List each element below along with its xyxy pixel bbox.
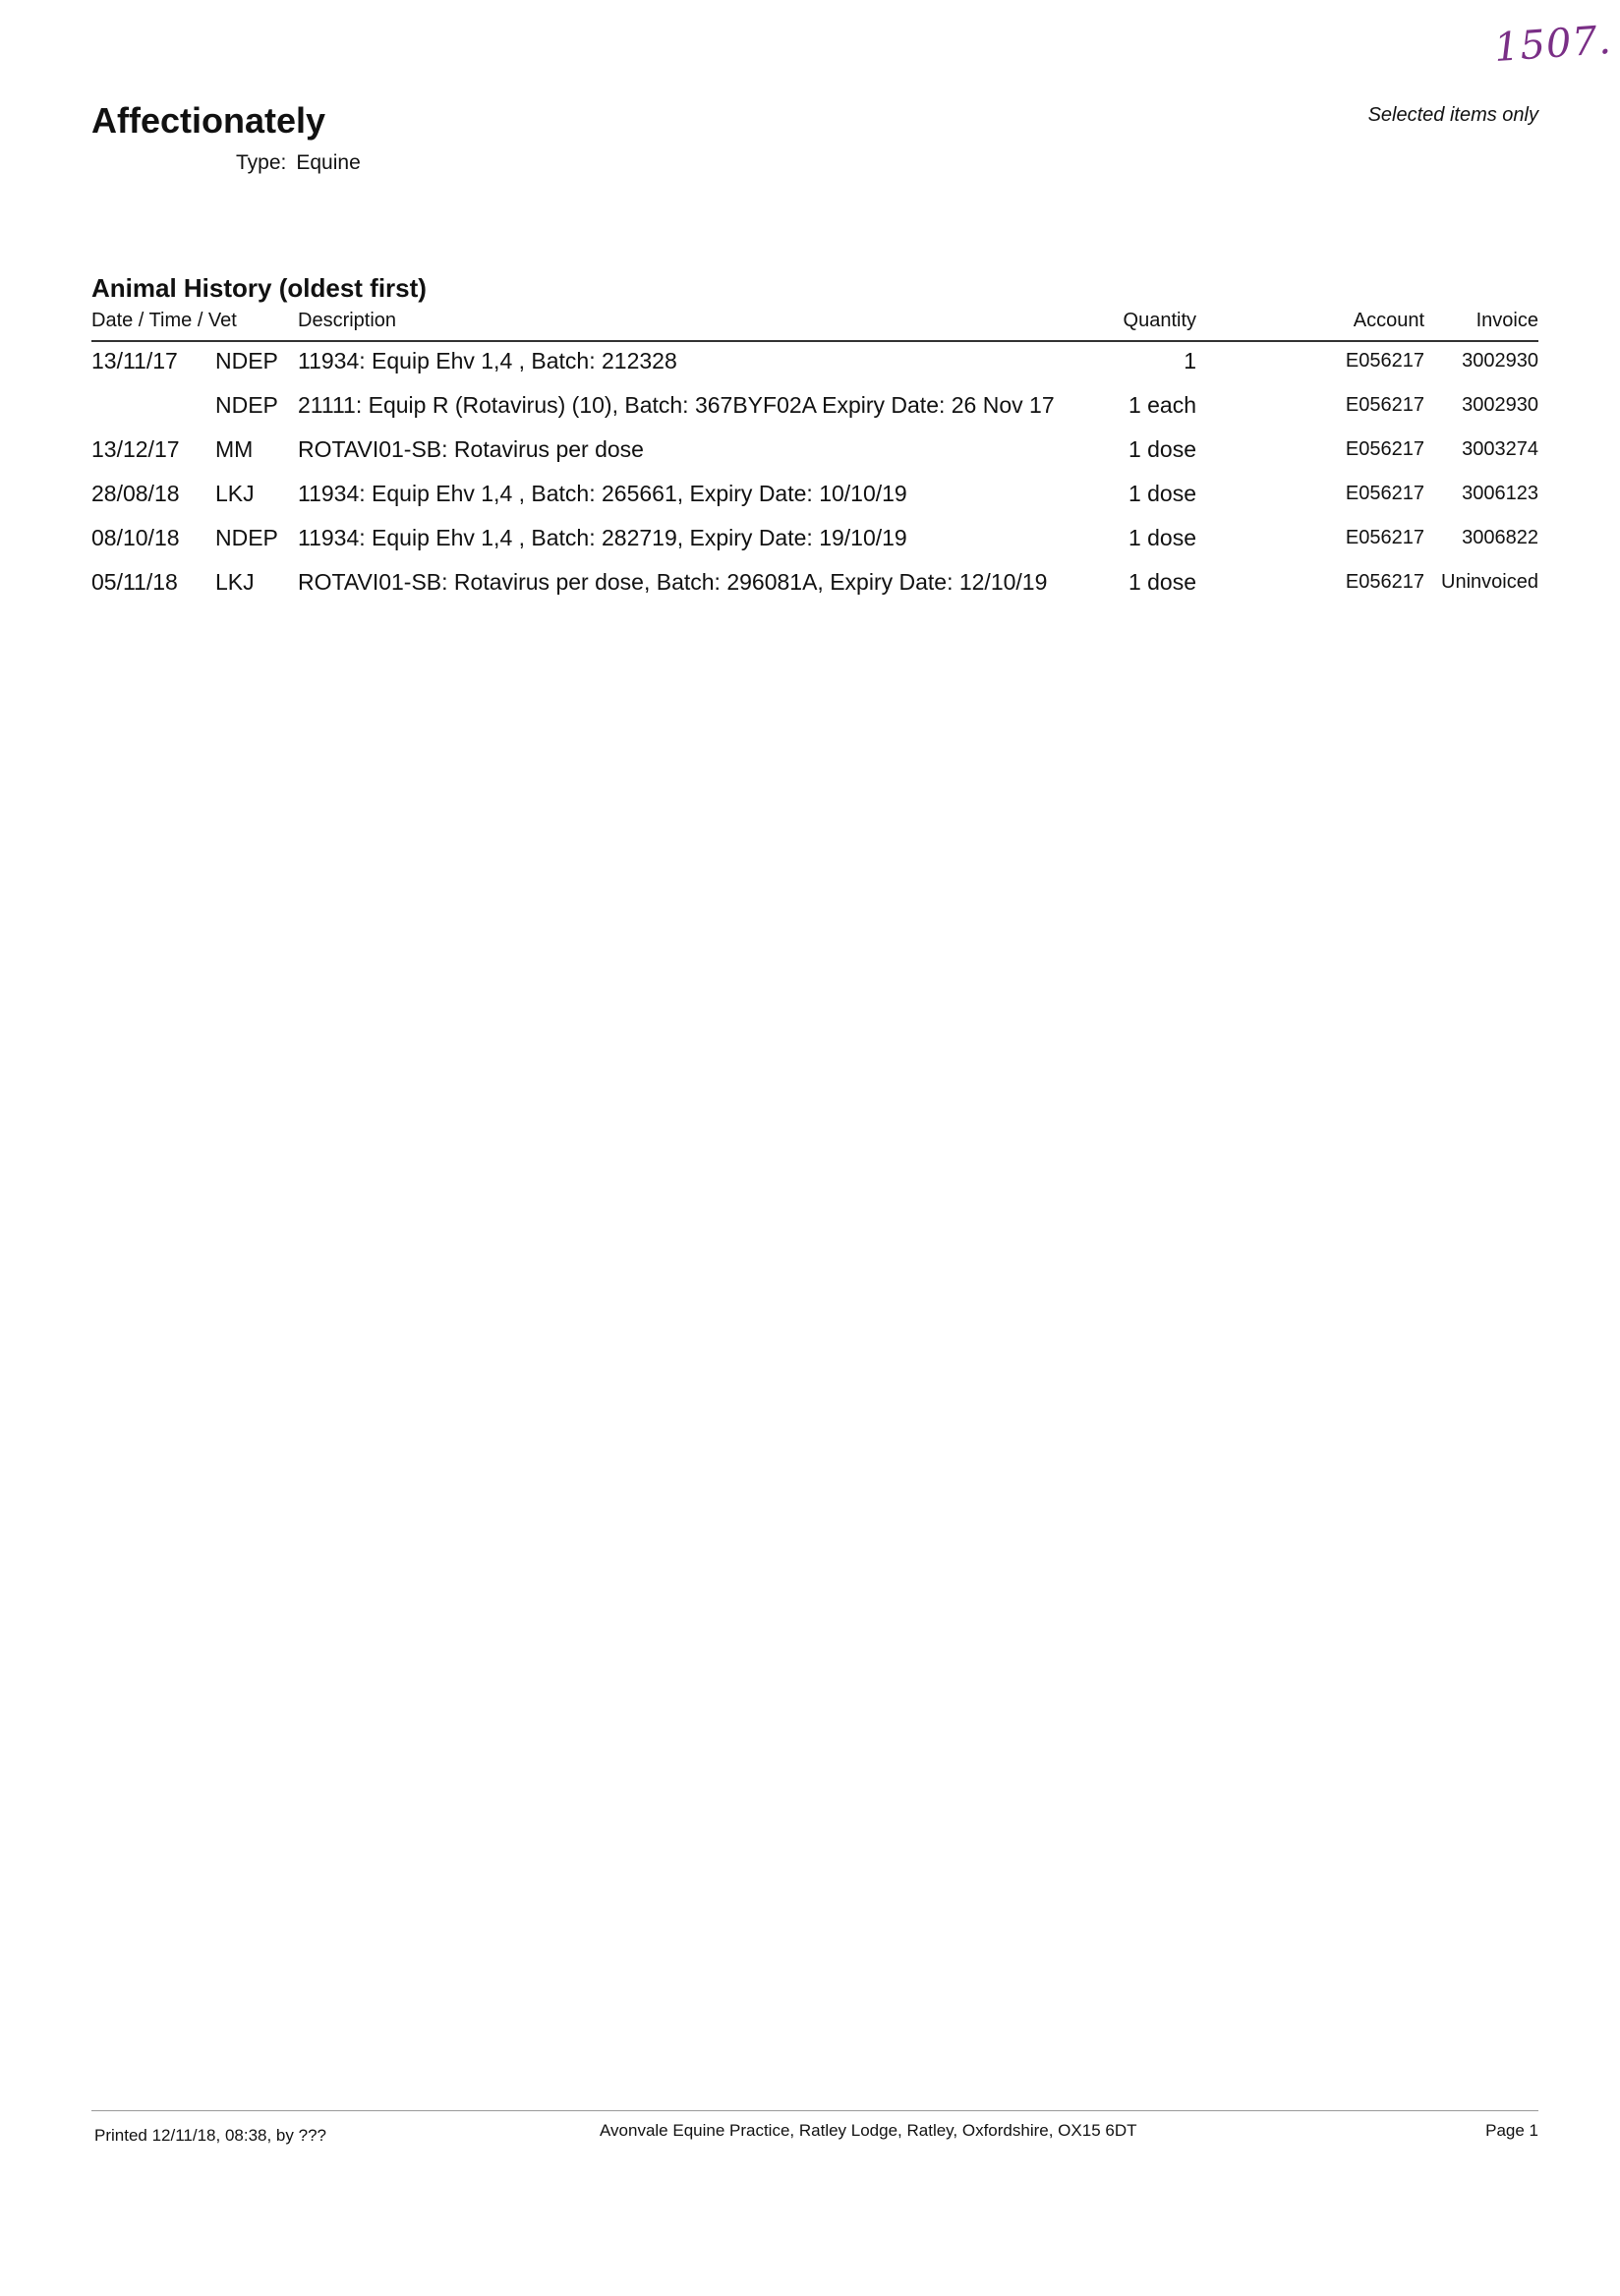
column-header-description: Description xyxy=(298,310,397,331)
row-date: 13/11/17 xyxy=(91,348,178,373)
table-row xyxy=(0,436,1620,476)
row-account: E056217 xyxy=(1345,483,1424,504)
animal-type-value: Equine xyxy=(296,151,361,174)
table-row xyxy=(0,481,1620,520)
row-account: E056217 xyxy=(1345,571,1424,593)
column-header-date-vet: Date / Time / Vet xyxy=(91,310,237,331)
row-quantity: 1 dose xyxy=(1128,525,1196,550)
header-divider xyxy=(91,340,1538,342)
row-date: 05/11/18 xyxy=(91,569,178,595)
row-account: E056217 xyxy=(1345,438,1424,460)
row-account: E056217 xyxy=(1345,350,1424,372)
filter-note: Selected items only xyxy=(1367,104,1538,126)
footer-printed: Printed 12/11/18, 08:38, by ??? xyxy=(94,2126,326,2145)
table-row xyxy=(0,392,1620,431)
row-description: ROTAVI01-SB: Rotavirus per dose xyxy=(298,436,644,462)
footer-practice-address: Avonvale Equine Practice, Ratley Lodge, Ratley, Oxfordshire, OX15 6DT xyxy=(600,2121,1137,2140)
handwritten-page-note: 1507. xyxy=(1492,17,1613,72)
row-account: E056217 xyxy=(1345,527,1424,548)
row-description: ROTAVI01-SB: Rotavirus per dose, Batch: 296081A, Expiry Date: 12/10/19 xyxy=(298,569,1048,595)
row-quantity: 1 xyxy=(1184,348,1196,373)
row-vet: NDEP xyxy=(215,525,278,550)
row-quantity: 1 each xyxy=(1128,392,1196,418)
row-account: E056217 xyxy=(1345,394,1424,416)
row-date: 28/08/18 xyxy=(91,481,180,506)
row-invoice: Uninvoiced xyxy=(1441,571,1538,593)
row-quantity: 1 dose xyxy=(1128,569,1196,595)
row-invoice: 3006822 xyxy=(1462,527,1538,548)
footer-page-number: Page 1 xyxy=(1485,2121,1538,2140)
table-row xyxy=(0,569,1620,608)
row-description: 11934: Equip Ehv 1,4 , Batch: 265661, Expiry Date: 10/10/19 xyxy=(298,481,907,506)
section-title: Animal History (oldest first) xyxy=(91,273,427,303)
row-invoice: 3006123 xyxy=(1462,483,1538,504)
row-invoice: 3002930 xyxy=(1462,350,1538,372)
animal-type-label: Type: xyxy=(236,151,287,174)
row-date: 08/10/18 xyxy=(91,525,180,550)
row-date: 13/12/17 xyxy=(91,436,180,462)
row-vet: NDEP xyxy=(215,348,278,373)
table-row xyxy=(0,525,1620,564)
animal-name: Affectionately xyxy=(91,100,326,141)
row-quantity: 1 dose xyxy=(1128,481,1196,506)
animal-type xyxy=(236,151,361,175)
table-row xyxy=(0,348,1620,387)
row-vet: NDEP xyxy=(215,392,278,418)
row-invoice: 3002930 xyxy=(1462,394,1538,416)
column-header-account: Account xyxy=(1353,310,1424,331)
row-invoice: 3003274 xyxy=(1462,438,1538,460)
footer-divider xyxy=(91,2110,1538,2111)
row-vet: MM xyxy=(215,436,254,462)
column-header-quantity: Quantity xyxy=(1123,310,1196,331)
row-vet: LKJ xyxy=(215,569,255,595)
row-description: 11934: Equip Ehv 1,4 , Batch: 282719, Expiry Date: 19/10/19 xyxy=(298,525,907,550)
row-description: 11934: Equip Ehv 1,4 , Batch: 212328 xyxy=(298,348,677,373)
row-vet: LKJ xyxy=(215,481,255,506)
column-header-invoice: Invoice xyxy=(1475,310,1538,331)
row-quantity: 1 dose xyxy=(1128,436,1196,462)
row-description: 21111: Equip R (Rotavirus) (10), Batch: 367BYF02A Expiry Date: 26 Nov 17 xyxy=(298,392,1055,418)
